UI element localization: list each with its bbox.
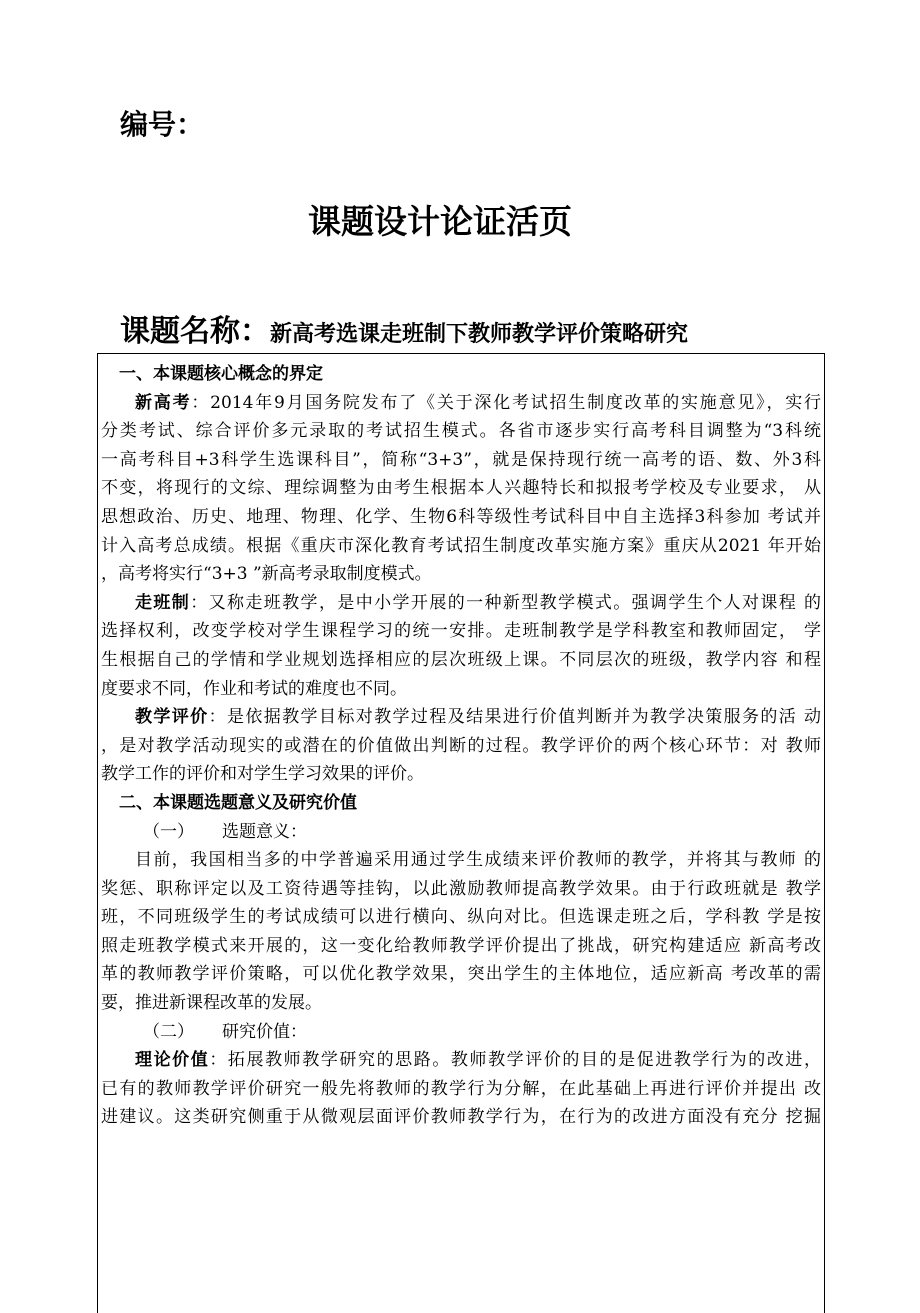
paragraph-line: 新高考：2014年9月国务院发布了《关于深化考试招生制度改革的实施意见》，实行 <box>135 392 821 413</box>
paragraph-line: 教学评价：是依据教学目标对教学过程及结果进行价值判断并为教学决策服务的活 动 <box>135 707 821 728</box>
term-theoretical-value: 理论价值 <box>135 1050 210 1071</box>
paragraph-line: 要，推进新课程改革的发展。 <box>101 993 322 1014</box>
subsection-heading-1: （一） 选题意义： <box>143 821 307 842</box>
paragraph-line: 走班制：又称走班教学，是中小学开展的一种新型教学模式。强调学生个人对课程 的 <box>135 592 821 613</box>
paragraph-line: 分类考试、综合评价多元录取的考试招生模式。各省市逐步实行高考科目调整为“3科统 <box>101 421 821 442</box>
topic-name: 新高考选课走班制下教师教学评价策略研究 <box>270 322 689 347</box>
paragraph-line: 照走班教学模式来开展的，这一变化给教师教学评价提出了挑战，研究构建适应 新高考改 <box>101 935 821 956</box>
content-body <box>101 360 821 1132</box>
section-heading-1: 一、本课题核心概念的界定 <box>119 364 323 384</box>
paragraph-line: 度要求不同，作业和考试的难度也不同。 <box>101 678 407 699</box>
page-title: 课题设计论证活页 <box>308 202 572 241</box>
paragraph-line: ，是对教学活动现实的或潜在的价值做出判断的过程。教学评价的两个核心环节：对 教师 <box>101 735 821 756</box>
paragraph-line: 班，不同班级学生的考试成绩可以进行横向、纵向对比。但选课走班之后，学科教 学是按 <box>101 907 821 928</box>
paragraph-line: 计入高考总成绩。根据《重庆市深化教育考试招生制度改革实施方案》重庆从2021 年开始 <box>101 535 821 556</box>
document-number-label: 编号： <box>120 108 205 141</box>
section-heading-2: 二、本课题选题意义及研究价值 <box>119 792 357 813</box>
paragraph-line: 革的教师教学评价策略，可以优化教学效果，突出学生的主体地位，适应新高 考改革的需 <box>101 964 821 985</box>
paragraph-line: 理论价值：拓展教师教学研究的思路。教师教学评价的目的是促进教学行为的改进， <box>135 1050 821 1071</box>
term-teaching-evaluation: 教学评价 <box>135 707 209 728</box>
paragraph-line: 一高考科目+3科学生选课科目”，简称“3+3”，就是保持现行统一高考的语、数、外3科 <box>101 449 821 470</box>
paragraph-line: 不变，将现行的文综、理综调整为由考生根据本人兴趣特长和拟报考学校及专业要求， 从 <box>101 478 821 499</box>
subsection-heading-2: （二） 研究价值： <box>143 1021 307 1042</box>
paragraph-line: 思想政治、历史、地理、物理、化学、生物6科等级性考试科目中自主选择3科参加 考试并 <box>101 506 821 527</box>
paragraph-line: 目前，我国相当多的中学普遍采用通过学生成绩来评价教师的教学，并将其与教师 的 <box>135 850 821 871</box>
paragraph-line: 生根据自己的学情和学业规划选择相应的层次班级上课。不同层次的班级，教学内容 和程 <box>101 649 821 670</box>
paragraph-line: 进建议。这类研究侧重于从微观层面评价教师教学行为，在行为的改进方面没有充分 挖掘 <box>101 1107 821 1128</box>
paragraph-line: 选择权利，改变学校对学生课程学习的统一安排。走班制教学是学科教室和教师固定， 学 <box>101 621 821 642</box>
content-box <box>97 353 825 1313</box>
paragraph-line: 已有的教师教学评价研究一般先将教师的教学行为分解，在此基础上再进行评价并提出 改 <box>101 1078 821 1099</box>
paragraph-line: ，高考将实行“3+3 ”新高考录取制度模式。 <box>101 564 432 585</box>
term-class-shift: 走班制 <box>135 592 191 613</box>
topic-label: 课题名称： <box>120 314 270 349</box>
term-new-gaokao: 新高考 <box>135 392 192 413</box>
paragraph-line: 奖惩、职称评定以及工资待遇等挂钩，以此激励教师提高教学效果。由于行政班就是 教学 <box>101 878 821 899</box>
topic-row <box>120 306 688 350</box>
paragraph-line: 教学工作的评价和对学生学习效果的评价。 <box>101 764 424 785</box>
